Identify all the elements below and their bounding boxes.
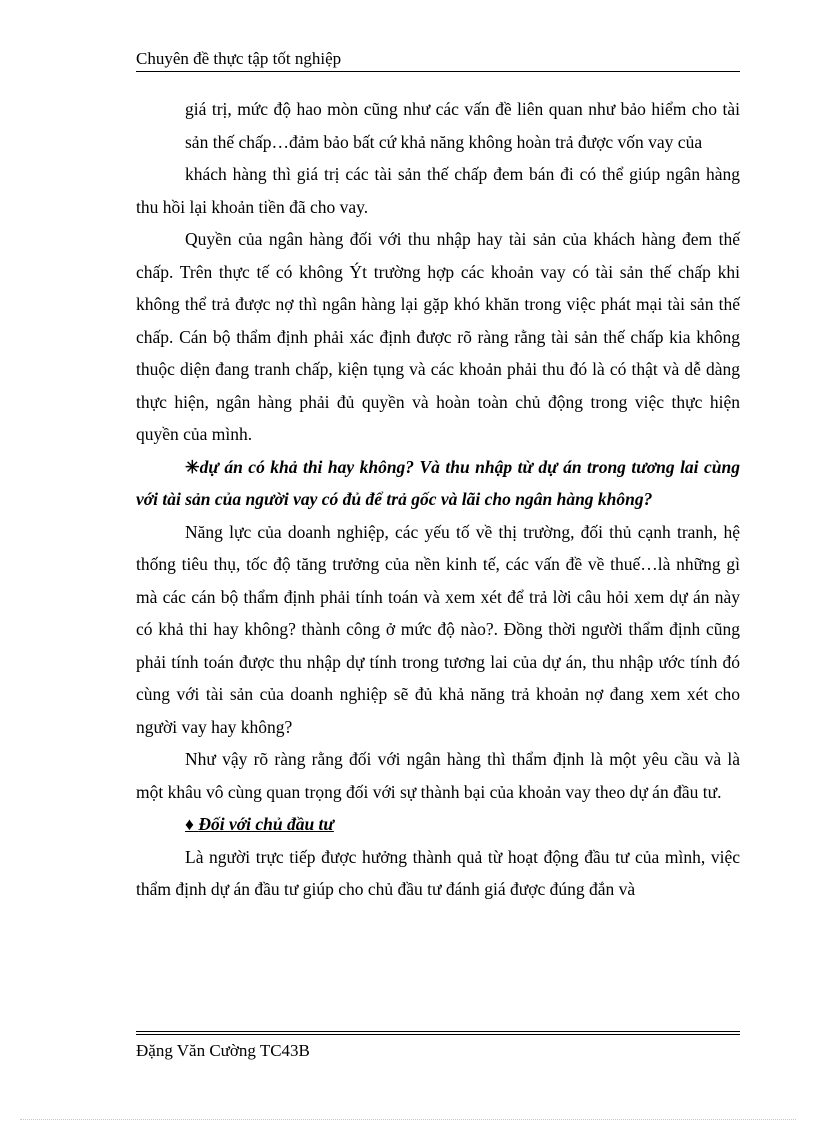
document-body [136, 93, 740, 906]
subheading-investor-text: Đối với chủ đầu tư [198, 814, 334, 834]
paragraph-collateral-value: giá trị, mức độ hao mòn cũng như các vấn đề liên quan như bảo hiểm cho tài sản thế chấp…đảm bảo bất cứ khả năng không hoàn trả được vốn vay của [185, 99, 740, 152]
header-title: Chuyên đề thực tập tốt nghiệp [136, 49, 342, 68]
paragraph-enterprise-capacity: Năng lực của doanh nghiệp, các yếu tố về thị trường, đối thủ cạnh tranh, hệ thống tiêu thụ, tốc độ tăng trưởng của nền kinh tế, các vấn đề về thuế…là những gì mà các cán bộ thẩm định phải tính toán và xem xét để trả lời câu hỏi xem dự án này có khả thi hay không? thành công ở mức độ nào?. Đồng thời người thẩm định cũng phải tính toán được thu nhập dự tính trong tương lai của dự án, thu nhập ước tính đó cùng với tài sản của doanh nghiệp sẽ đủ khả năng trả khoản nợ đang xem xét cho người vay hay không? [136, 521, 740, 737]
footer-author: Đặng Văn Cường TC43B [136, 1041, 310, 1060]
diamond-bullet-icon: ♦ [185, 814, 194, 834]
page-edge-divider [20, 1119, 796, 1120]
asterisk-bullet-icon: ✳ [185, 456, 200, 477]
paragraph-bank-conclusion: Như vậy rõ ràng rằng đối với ngân hàng thì thẩm định là một yêu cầu và là một khâu vô cùng quan trọng đối với sự thành bại của khoản vay theo dự án đầu tư. [136, 749, 740, 802]
feasibility-question-text: dự án có khả thi hay không? Và thu nhập từ dự án trong tương lai cùng với tài sản của người vay có đủ để trả gốc và lãi cho ngân hàng không? [136, 456, 740, 509]
paragraph-feasibility-question [136, 451, 740, 516]
paragraph-collateral-sale: khách hàng thì giá trị các tài sản thế chấp đem bán đi có thể giúp ngân hàng thu hồi lại khoản tiền đã cho vay. [136, 164, 740, 217]
paragraph-investor-benefit: Là người trực tiếp được hưởng thành quả từ hoạt động đầu tư của mình, việc thẩm định dự án đầu tư giúp cho chủ đầu tư đánh giá được đúng đắn và [136, 846, 740, 899]
footer-divider [136, 1031, 740, 1035]
paragraph-bank-rights: Quyền của ngân hàng đối với thu nhập hay tài sản của khách hàng đem thế chấp. Trên thực tế có không Ýt trường hợp các khoản vay có tài sản thế chấp khi không thể trả được nợ thì ngân hàng lại gặp khó khăn trong việc phát mại tài sản thế chấp. Cán bộ thẩm định phải xác định được rõ ràng rằng tài sản thế chấp kia không thuộc diện đang tranh chấp, kiện tụng và các khoản phải thu đó là có thật và dễ dàng thực hiện, ngân hàng phải đủ quyền và hoàn toàn chủ động trong việc thực hiện quyền của mình. [136, 229, 740, 444]
page-header [136, 49, 740, 72]
subheading-investor [136, 808, 740, 841]
